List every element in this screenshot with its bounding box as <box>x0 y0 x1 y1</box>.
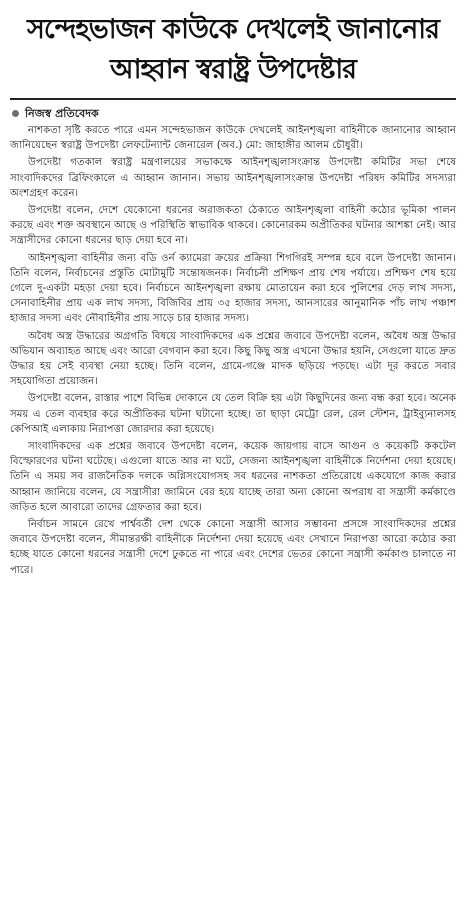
article-paragraph: আইনশৃঙ্খলা বাহিনীর জন্য বডি ওর্ন ক্যামেরা ক্রয়ের প্রক্রিয়া শিগগিরই সম্পন্ন হবে বলে উপদেষ্টা জানান। তিনি বলেন, নির্বাচনের প্রস্তুতি মোটামুটি সন্তোষজনক। নির্বাচনী প্রশিক্ষণ প্রায় শেষ পর্যায়ে। প্রশিক্ষণ শেষ হয়ে গেলে দু-একটা মহড়া দেয়া হবে। নির্বাচনে আইনশৃঙ্খলা রক্ষায় মোতায়েন করা হবে পুলিশের দেড় লাখ সদস্য, সেনাবাহিনীর প্রায় এক লাখ সদস্য, বিজিবির প্রায় ৩৫ হাজার সদস্য, আনসারের আনুমানিক পাঁচ লাখ পঞ্চাশ হাজার সদস্য এবং নৌবাহিনীর প্রায় সাড়ে চার হাজার সদস্য। <box>10 252 456 325</box>
article-paragraph: সাংবাদিকদের এক প্রশ্নের জবাবে উপদেষ্টা বলেন, কয়েক জায়গায় বাসে আগুন ও কয়েকটি ককটেল বিস্ফোরণের ঘটনা ঘটেছে। এগুলো যাতে আর না ঘটে, সেজন্য আইনশৃঙ্খলা বাহিনীকে নির্দেশনা দেয়া হয়েছে। তিনি এ সময় সব রাজনৈতিক দলকে অগ্নিসংযোগসহ সব ধরনের নাশকতা প্রতিরোধে একযোগে কাজ করার আহ্বান জানিয়ে বলেন, যে সন্ত্রাসীরা জামিনে বের হয়ে যাচ্ছে তারা অন্য কোনো অপরাধ বা সন্ত্রাসী কর্মকাণ্ডে জড়িত হলে আবারো তাদের গ্রেফতার করা হবে। <box>10 441 456 513</box>
article-paragraph: নির্বাচন সামনে রেখে পার্শ্ববর্তী দেশ থেকে কোনো সন্ত্রাসী আসার সম্ভাবনা প্রসঙ্গে সাংবাদিকদের প্রশ্নের জবাবে উপদেষ্টা বলেন, সীমান্তরক্ষী বাহিনীকে নির্দেশনা দেয়া হয়েছে এবং সেখানে নিরাপত্তা আরো কঠোর করা হচ্ছে যাতে কোনো ধরনের সন্ত্রাসী দেশে ঢুকতে না পারে এবং দেশের ভেতর কোনো সন্ত্রাসী কর্মকাণ্ড চালাতে না পারে। <box>10 519 456 576</box>
headline-line-1: সন্দেহভাজন কাউকে দেখলেই জানানোর <box>27 14 439 45</box>
article-body <box>10 123 456 578</box>
article-paragraph: উপদেষ্টা গতকাল স্বরাষ্ট্র মন্ত্রণালয়ের সভাকক্ষে আইনশৃঙ্খলাসংক্রান্ত উপদেষ্টা কমিটির সভা শেষে সাংবাদিকদের ব্রিফিংকালে এ আহ্বান জানান। সভায় আইনশৃঙ্খলাসংক্রান্ত উপদেষ্টা পরিষদ কমিটির সদস্যরা অংশগ্রহণ করেন। <box>10 157 456 199</box>
article-paragraph: উপদেষ্টা বলেন, দেশে যেকোনো ধরনের অরাজকতা ঠেকাতে আইনশৃঙ্খলা বাহিনী কঠোর ভূমিকা পালন করছে এবং শক্ত অবস্থানে আছে ও পরিস্থিতি স্বাভাবিক থাকবে। কোনোরকম অপ্রীতিকর ঘটনার আশঙ্কা নেই। আর সন্ত্রাসীদের কোনো ধরনের ছাড় দেয়া হবে না। <box>10 205 456 247</box>
bullet-dot-icon <box>12 110 19 117</box>
byline <box>12 106 454 121</box>
headline-divider <box>10 98 456 100</box>
byline-text: নিজস্ব প্রতিবেদক <box>25 107 99 120</box>
headline-line-2: আহ্বান স্বরাষ্ট্র উপদেষ্টার <box>109 54 357 85</box>
article-paragraph: উপদেষ্টা বলেন, রাস্তার পাশে বিভিন্ন দোকানে যে তেল বিক্রি হয় এটা কিছুদিনের জন্য বন্ধ করা হবে। অনেক সময় এ তেল ব্যবহার করে অপ্রীতিকর ঘটনা ঘটানো হচ্ছে। তা ছাড়া মেট্রো রেল, রেল স্টেশন, ট্রাইব্যুনালসহ কেপিআই এলাকায় নিরাপত্তা জোরদার করা হয়েছে। <box>10 393 456 435</box>
article-paragraph: নাশকতা সৃষ্টি করতে পারে এমন সন্দেহভাজন কাউকে দেখলেই আইনশৃঙ্খলা বাহিনীকে জানানোর আহ্বান জানিয়েছেন স্বরাষ্ট্র উপদেষ্টা লেফটেন্যান্ট জেনারেল (অব.) মো: জাহাঙ্গীর আলম চৌধুরী। <box>10 125 456 152</box>
article-paragraph: অবৈধ অস্ত্র উদ্ধারের অগ্রগতি বিষয়ে সাংবাদিকদের এক প্রশ্নের জবাবে উপদেষ্টা বলেন, অবৈধ অস্ত্র উদ্ধার অভিযান অব্যাহত আছে এবং আরো বেগবান করা হবে। কিছু কিছু অস্ত্র এখনো উদ্ধার হয়নি, সেগুলো যাতে দ্রুত উদ্ধার হয় সেই ব্যবস্থা নেয়া হচ্ছে। তিনি বলেন, গ্রামে-গঞ্জে মাদক ছড়িয়ে পড়ছে। এটা দূর করতে সবার সহযোগিতা প্রয়োজন। <box>10 330 456 388</box>
headline <box>8 10 458 90</box>
